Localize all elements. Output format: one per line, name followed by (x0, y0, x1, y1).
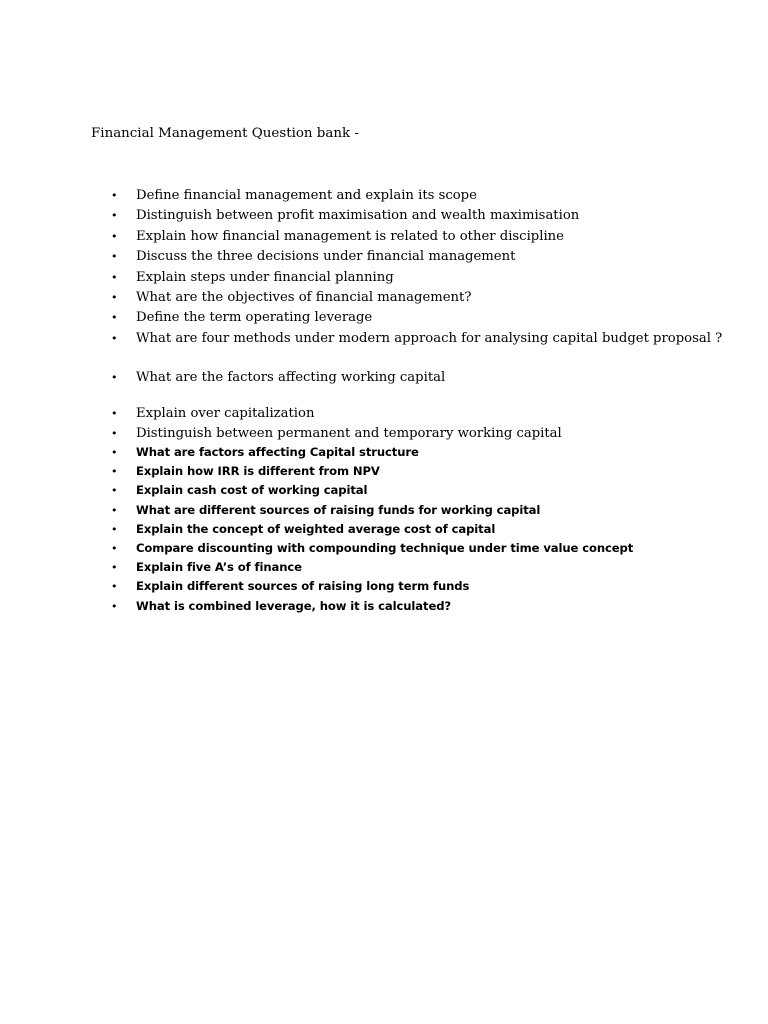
bullet-icon: • (111, 522, 118, 536)
bullet-icon: • (111, 599, 118, 613)
question-text: What are the objectives of financial management? (136, 289, 472, 305)
bullet-icon: • (111, 561, 118, 575)
question-text: What are different sources of raising funds for working capital (136, 502, 541, 517)
document-title: Financial Management Question bank - (91, 126, 359, 141)
question-text: Distinguish between permanent and temporary working capital (136, 426, 562, 442)
bullet-icon: • (111, 541, 118, 555)
bullet-icon: • (111, 250, 118, 264)
question-text: What are the factors affecting working capital (136, 370, 446, 385)
question-text: Explain how financial management is related to other discipline (136, 228, 564, 244)
question-text: What is combined leverage, how it is calculated? (136, 598, 452, 613)
bullet-icon: • (111, 311, 118, 325)
bullet-icon: • (111, 427, 118, 441)
question-text: Discuss the three decisions under financial management (136, 249, 516, 265)
question-text: Define financial management and explain its scope (136, 188, 477, 203)
question-text: Explain how IRR is different from NPV (136, 464, 380, 479)
bullet-icon: • (111, 290, 118, 304)
bullet-icon: • (111, 189, 118, 202)
question-text: Explain different sources of raising long term funds (136, 579, 470, 594)
question-text: What are factors affecting Capital structure (136, 445, 419, 459)
bullet-icon: • (111, 331, 118, 345)
bullet-icon: • (111, 229, 118, 243)
bullet-icon: • (111, 446, 118, 459)
bullet-icon: • (111, 407, 118, 420)
question-text: Explain the concept of weighted average cost of capital (136, 521, 496, 536)
bullet-icon: • (111, 270, 118, 284)
question-text: Explain five A’s of finance (136, 560, 302, 575)
question-text: Compare discounting with compounding technique under time value concept (136, 540, 634, 555)
question-text: What are four methods under modern approach for analysing capital budget proposal ? (136, 330, 723, 346)
bullet-icon: • (111, 209, 118, 223)
question-text: Distinguish between profit maximisation and wealth maximisation (136, 208, 580, 224)
bullet-icon: • (111, 503, 118, 517)
bullet-icon: • (111, 580, 118, 594)
bullet-icon: • (111, 484, 118, 498)
bullet-icon: • (111, 371, 118, 384)
question-text: Define the term operating leverage (136, 310, 373, 326)
question-text: Explain cash cost of working capital (136, 483, 368, 498)
question-text: Explain steps under financial planning (136, 269, 394, 285)
question-text: Explain over capitalization (136, 406, 315, 421)
bullet-icon: • (111, 465, 118, 479)
